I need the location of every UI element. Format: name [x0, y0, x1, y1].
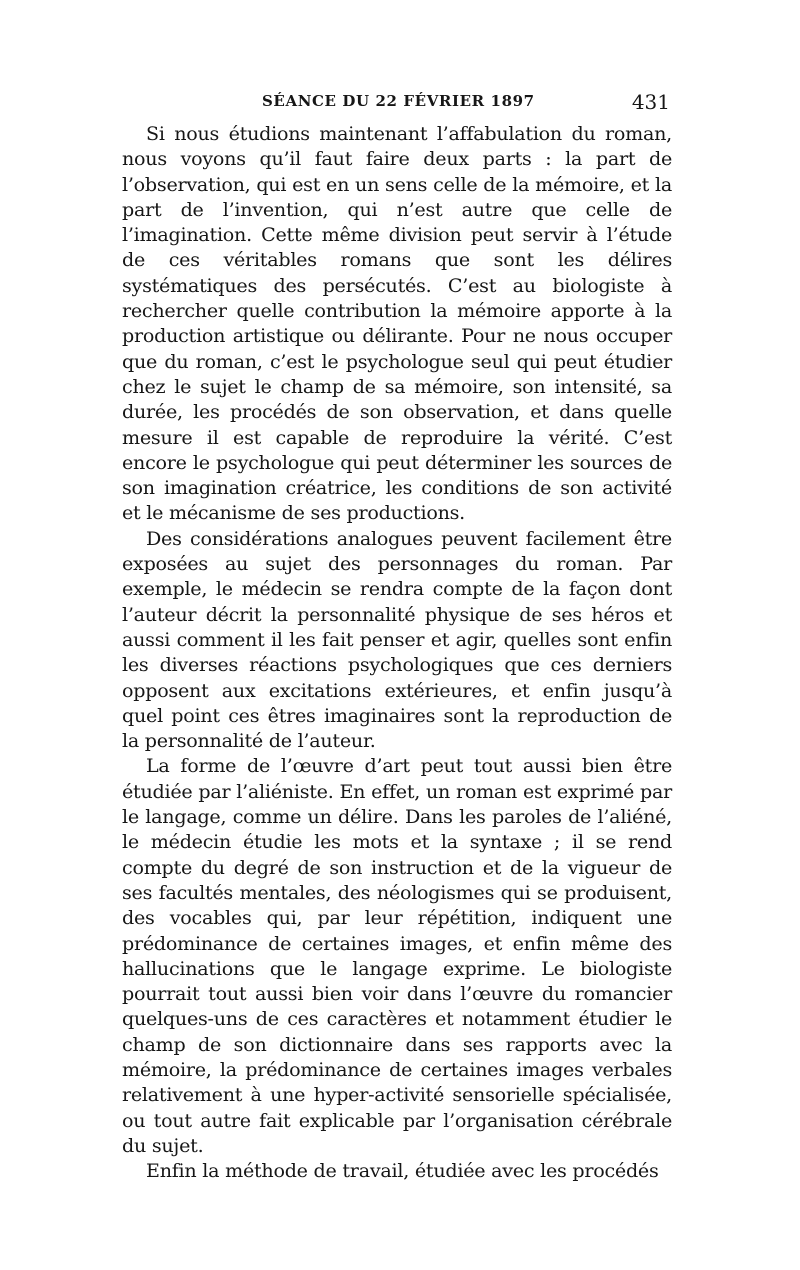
page-number: 431 — [631, 90, 670, 114]
running-title: SÉANCE DU 22 FÉVRIER 1897 — [262, 92, 535, 110]
body-text — [122, 121, 672, 1183]
paragraph: La forme de l’œuvre d’art peut tout aussi bien être étudiée par l’aliéniste. En effet, un roman est exprimé par le langage, comme un délire. Dans les paroles de l’aliéné, le médecin étudie les mots et la syntaxe ; il se rend compte du degré de son instruction et de la vigueur de ses facultés mentales, des néologismes qui se produisent, des vocables qui, par leur répétition, indiquent une prédominance de certaines images, et enfin même des hallucinations que le langage exprime. Le biologiste pourrait tout aussi bien voir dans l’œuvre du romancier quelques-uns de ces caractères et notamment étudier le champ de son dictionnaire dans ses rapports avec la mémoire, la prédominance de certaines images verbales relativement à une hyper-activité sensorielle spécialisée, ou tout autre fait explicable par l’organisation cérébrale du sujet. — [122, 754, 672, 1157]
paragraph: Si nous étudions maintenant l’affabulation du roman, nous voyons qu’il faut faire deux parts : la part de l’observation, qui est en un sens celle de la mémoire, et la part de l’invention, qui n’est autre que celle de l’imagination. Cette même division peut servir à l’étude de ces véritables romans que sont les délires systématiques des persécutés. C’est au biologiste à rechercher quelle contribution la mémoire apporte à la production artistique ou délirante. Pour ne nous occuper que du roman, c’est le psychologue seul qui peut étudier chez le sujet le champ de sa mémoire, son intensité, sa durée, les procédés de son observation, et dans quelle mesure il est capable de reproduire la vérité. C’est encore le psychologue qui peut déterminer les sources de son imagination créatrice, les conditions de son activité et le mécanisme de ses productions. — [122, 122, 672, 525]
running-head — [122, 90, 670, 120]
paragraph: Des considérations analogues peuvent facilement être exposées au sujet des personnages du roman. Par exemple, le médecin se rendra compte de la façon dont l’auteur décrit la personnalité physique de ses héros et aussi comment il les fait penser et agir, quelles sont enfin les diverses réactions psychologiques que ces derniers opposent aux excitations extérieures, et enfin jusqu’à quel point ces êtres imaginaires sont la reproduction de la personnalité de l’auteur. — [122, 526, 672, 753]
paragraph: Enfin la méthode de travail, étudiée avec les procédés — [146, 1159, 659, 1183]
